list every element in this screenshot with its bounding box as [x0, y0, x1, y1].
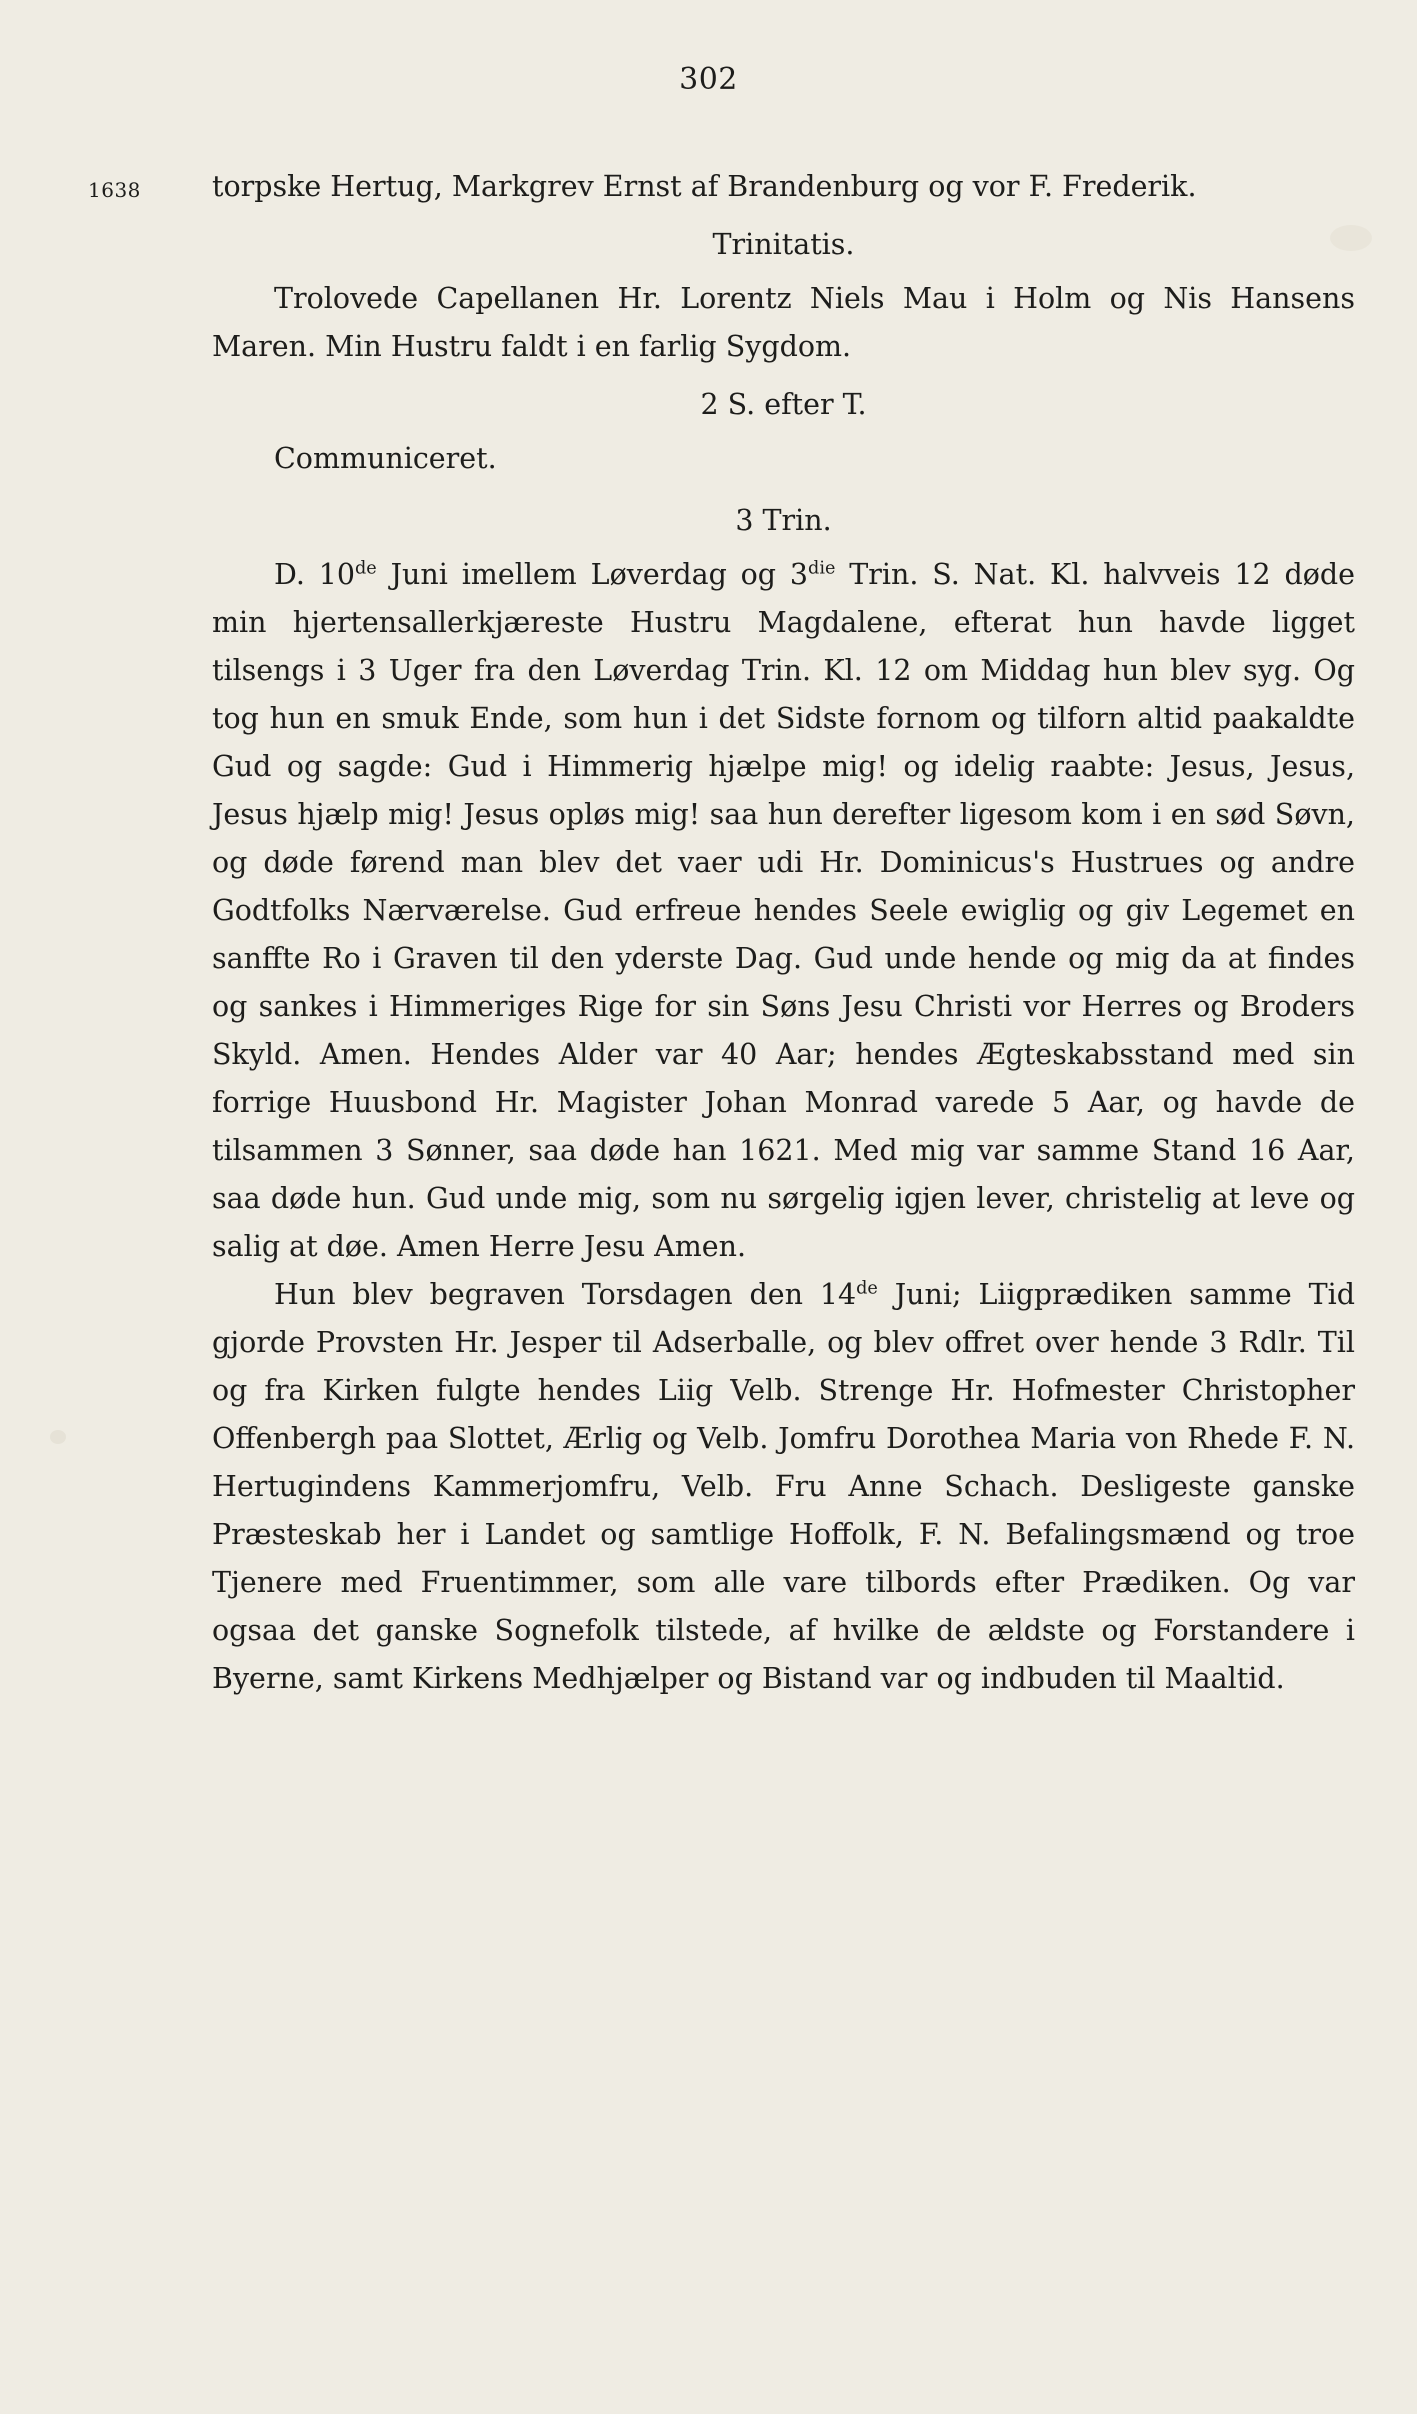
- paragraph-communiceret: Communiceret.: [274, 442, 497, 475]
- paper-blemish: [50, 1430, 66, 1444]
- heading-second-sunday: 2 S. efter T.: [700, 388, 867, 421]
- paragraph-continuation: torpske Hertug, Markgrev Ernst af Brandenburg og vor F. Frederik.: [212, 170, 1197, 203]
- marginal-year: 1638: [88, 178, 141, 202]
- main-text-part-1: D. 10: [274, 558, 355, 591]
- paragraph-main-obituary: [212, 551, 1355, 1271]
- paragraph-burial: [212, 1271, 1355, 1703]
- heading-trinitatis: Trinitatis.: [712, 228, 855, 261]
- ordinal-suffix-die: die: [808, 558, 836, 579]
- ordinal-suffix-de-2: de: [856, 1278, 878, 1299]
- page-number: 302: [679, 62, 738, 97]
- main-text-part-3: Trin. S. Nat. Kl. halvveis 12 døde min hjertensallerkjæreste Hustru Magdalene, efterat hun havde ligget tilsengs i 3 Uger fra den Løverdag Trin. Kl. 12 om Middag hun blev syg. Og tog hun en smuk Ende, som hun i det Sidste fornom og tilforn altid paakaldte Gud og sagde: Gud i Himmerig hjælpe mig! og idelig raabte: Jesus, Jesus, Jesus hjælp mig! Jesus opløs mig! saa hun derefter ligesom kom i en sød Søvn, og døde førend man blev det vaer udi Hr. Dominicus's Hustrues og andre Godtfolks Nærværelse. Gud erfreue hendes Seele ewiglig og giv Legemet en sanffte Ro i Graven til den yderste Dag. Gud unde hende og mig da at findes og sankes i Himmeriges Rige for sin Søns Jesu Christi vor Herres og Broders Skyld. Amen. Hendes Alder var 40 Aar; hendes Ægteskabsstand med sin forrige Huusbond Hr. Magister Johan Monrad varede 5 Aar, og havde de tilsammen 3 Sønner, saa døde han 1621. Med mig var samme Stand 16 Aar, saa døde hun. Gud unde mig, som nu sørgelig igjen lever, christelig at leve og salig at døe. Amen Herre Jesu Amen.: [212, 558, 1355, 1263]
- burial-text-part-2: Juni; Liigprædiken samme Tid gjorde Provsten Hr. Jesper til Adserballe, og blev offret over hende 3 Rdlr. Til og fra Kirken fulgte hendes Liig Velb. Strenge Hr. Hofmester Christopher Offenbergh paa Slottet, Ærlig og Velb. Jomfru Dorothea Maria von Rhede F. N. Hertugindens Kammerjomfru, Velb. Fru Anne Schach. Desligeste ganske Præsteskab her i Landet og samtlige Hoffolk, F. N. Befalingsmænd og troe Tjenere med Fruentimmer, som alle vare tilbords efter Prædiken. Og var ogsaa det ganske Sognefolk tilstede, af hvilke de ældste og Forstandere i Byerne, samt Kirkens Medhjælper og Bistand var og indbuden til Maaltid.: [212, 1278, 1355, 1695]
- main-text-part-2: Juni imellem Løverdag og 3: [376, 558, 809, 591]
- heading-third-trinity: 3 Trin.: [735, 504, 832, 537]
- burial-text-part-1: Hun blev begraven Torsdagen den 14: [274, 1278, 857, 1311]
- paragraph-trolovede: Trolovede Capellanen Hr. Lorentz Niels Mau i Holm og Nis Hansens Maren. Min Hustru faldt i en farlig Sygdom.: [212, 282, 1355, 363]
- ordinal-suffix-de: de: [355, 558, 377, 579]
- page-body: [212, 163, 1355, 1703]
